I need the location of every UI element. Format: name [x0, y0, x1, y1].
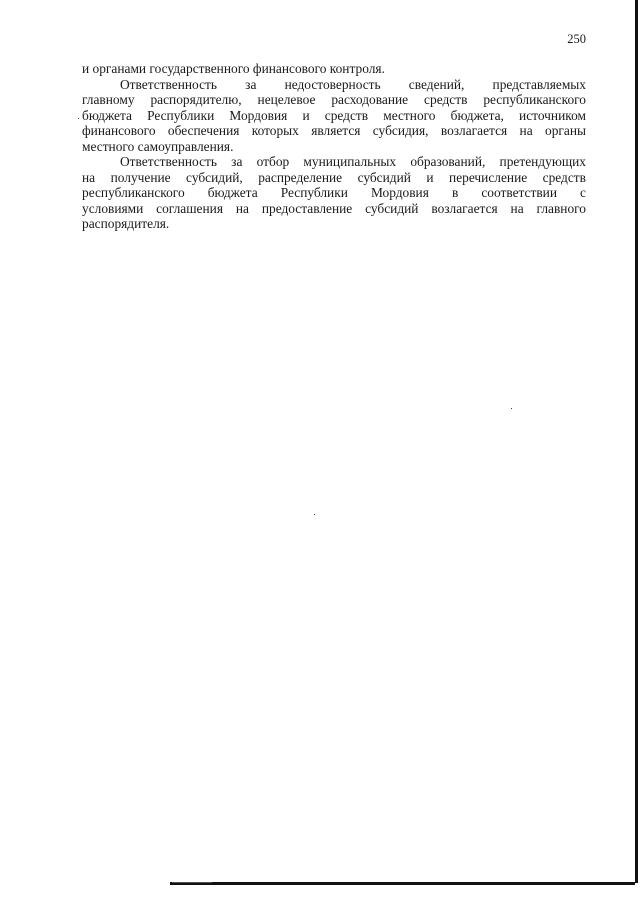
scan-edge-bottom-faint	[172, 882, 212, 883]
text-line: на получение субсидий, распределение субсидий и перечисление средств	[82, 169, 586, 185]
text-line: Ответственность за отбор муниципальных образований, претендующих	[120, 154, 586, 169]
text-line: условиями соглашения на предоставление субсидий возлагается на главного	[82, 200, 586, 216]
scan-edge-right	[635, 0, 638, 883]
text-line: финансового обеспечения которых является субсидия, возлагается на органы	[82, 123, 586, 138]
text-line: главному распорядителю, нецелевое расходование средств республиканского	[82, 92, 586, 107]
paragraph-responsibility-information	[82, 77, 586, 155]
text-line: Ответственность за недостоверность сведений, представляемых	[120, 76, 586, 92]
text-line: и органами государственного финансового контроля.	[82, 61, 385, 76]
text-line: бюджета Республики Мордовия и средств местного бюджета, источником	[82, 107, 586, 123]
scan-speck	[314, 514, 315, 515]
text-line: распорядителя.	[82, 216, 170, 231]
text-line: местного самоуправления.	[82, 138, 234, 154]
paragraph-responsibility-selection	[82, 154, 586, 232]
document-body	[82, 61, 586, 232]
paragraph-continuation	[82, 61, 586, 77]
text-line: республиканского бюджета Республики Мордовия в соответствии с	[82, 185, 586, 200]
scan-speck	[511, 408, 512, 409]
scan-speck	[78, 118, 79, 119]
scan-edge-bottom	[170, 882, 635, 885]
page-number: 250	[567, 32, 586, 46]
